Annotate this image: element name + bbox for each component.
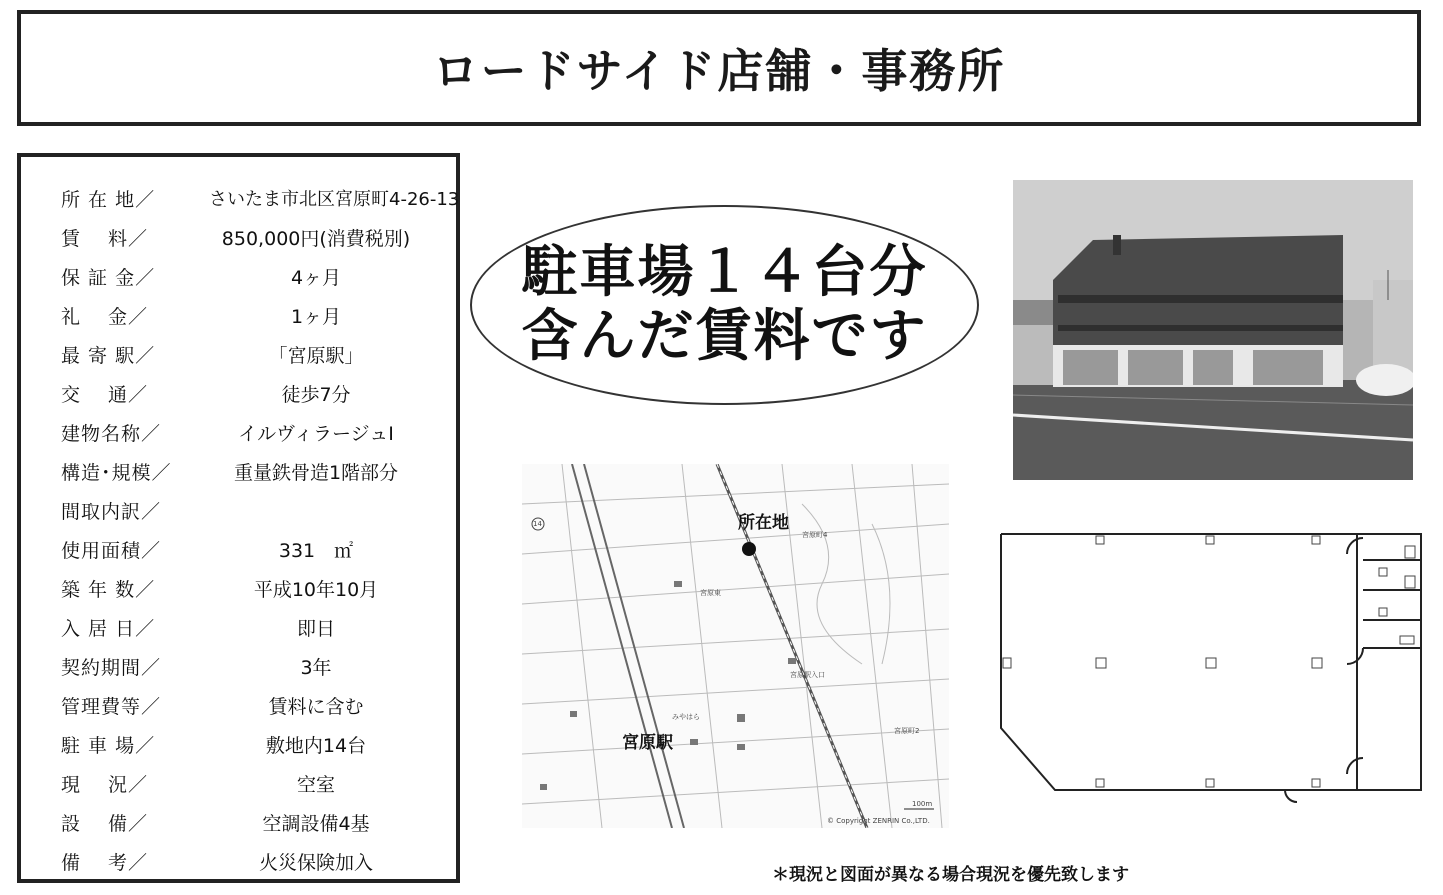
parking-callout-bubble	[470, 205, 979, 405]
info-value: 1ヶ月	[290, 305, 342, 328]
info-label: 備 考／	[61, 851, 149, 874]
info-row-move-in	[61, 608, 461, 646]
info-label: 賃 料／	[61, 227, 149, 250]
info-label: 現 況／	[61, 773, 149, 796]
info-row-equipment	[61, 803, 461, 841]
info-row-structure	[61, 452, 461, 490]
info-row-remarks	[61, 842, 461, 880]
info-label: 建物名称／	[61, 422, 162, 445]
info-value: 火災保険加入	[258, 851, 373, 874]
info-row-deposit	[61, 257, 461, 295]
info-label: 構造･規模／	[61, 461, 172, 484]
info-value: 4ヶ月	[290, 266, 342, 289]
map-copyright: © Copyright ZENRIN Co.,LTD.	[827, 817, 930, 825]
map-station-label: 宮原駅	[622, 733, 673, 753]
info-value: 331 ㎡	[278, 539, 354, 562]
info-value: 敷地内14台	[265, 734, 367, 757]
map-area-label: みやはら	[672, 713, 700, 721]
info-row-built-date	[61, 569, 461, 607]
info-row-contract-period	[61, 647, 461, 685]
info-value: 平成10年10月	[253, 578, 379, 601]
info-row-nearest-station	[61, 335, 461, 373]
building-photo-illustration	[1013, 180, 1413, 480]
info-label: 所 在 地／	[61, 188, 156, 211]
footnote: ＊現況と図面が異なる場合現況を優先致します	[772, 865, 1129, 885]
map-area-label: 宮原町4	[802, 531, 828, 539]
route-number-label: 14	[533, 520, 542, 528]
info-label: 交 通／	[61, 383, 149, 406]
map-location-label: 所在地	[738, 513, 789, 533]
info-row-rent	[61, 218, 461, 256]
info-row-building-name	[61, 413, 461, 451]
title-box	[17, 10, 1421, 126]
info-row-floor-area	[61, 530, 461, 568]
info-value: 重量鉄骨造1階部分	[233, 461, 399, 484]
map-area-label: 宮原駅入口	[790, 671, 825, 679]
page-title: ロードサイド店舗・事務所	[432, 44, 1006, 98]
location-marker-icon	[742, 542, 756, 556]
floor-plan	[995, 528, 1425, 808]
info-row-management-fee	[61, 686, 461, 724]
location-map	[522, 464, 949, 828]
info-value: 「宮原駅」	[268, 344, 364, 367]
info-label: 管理費等／	[61, 695, 162, 718]
map-area-label: 宮原東	[700, 589, 721, 597]
info-label: 最 寄 駅／	[61, 344, 156, 367]
callout-line-2: 含んだ賃料です	[521, 304, 928, 369]
info-row-status	[61, 764, 461, 802]
info-label: 築 年 数／	[61, 578, 156, 601]
info-label: 契約期間／	[61, 656, 162, 679]
info-label: 使用面積／	[61, 539, 162, 562]
info-value: 即日	[296, 617, 335, 640]
callout-line-1: 駐車場１４台分	[521, 240, 928, 305]
info-value: 850,000円(消費税別)	[221, 227, 411, 250]
map-scale-label: 100m	[912, 800, 933, 808]
map-area-label: 宮原町2	[894, 727, 920, 735]
info-row-access	[61, 374, 461, 412]
info-label: 保 証 金／	[61, 266, 156, 289]
info-value: 3年	[300, 656, 332, 679]
info-row-layout	[61, 491, 461, 529]
info-row-parking	[61, 725, 461, 763]
info-row-address	[61, 179, 461, 217]
info-value: さいたま市北区宮原町4-26-13	[209, 189, 460, 210]
info-label: 入 居 日／	[61, 617, 156, 640]
building-photo	[1013, 180, 1413, 480]
info-label: 設 備／	[61, 812, 149, 835]
map-streets	[522, 464, 949, 828]
info-value: イルヴィラージュⅠ	[238, 422, 394, 445]
info-value: 空室	[296, 773, 335, 796]
property-info-panel	[17, 153, 460, 883]
info-value: 徒歩7分	[281, 383, 351, 406]
info-value: 空調設備4基	[262, 812, 370, 835]
info-row-key-money	[61, 296, 461, 334]
info-label: 駐 車 場／	[61, 734, 156, 757]
info-value: 賃料に含む	[268, 695, 364, 718]
floor-plan-drawing	[995, 528, 1425, 808]
info-label: 間取内訳／	[61, 500, 162, 523]
info-label: 礼 金／	[61, 305, 149, 328]
